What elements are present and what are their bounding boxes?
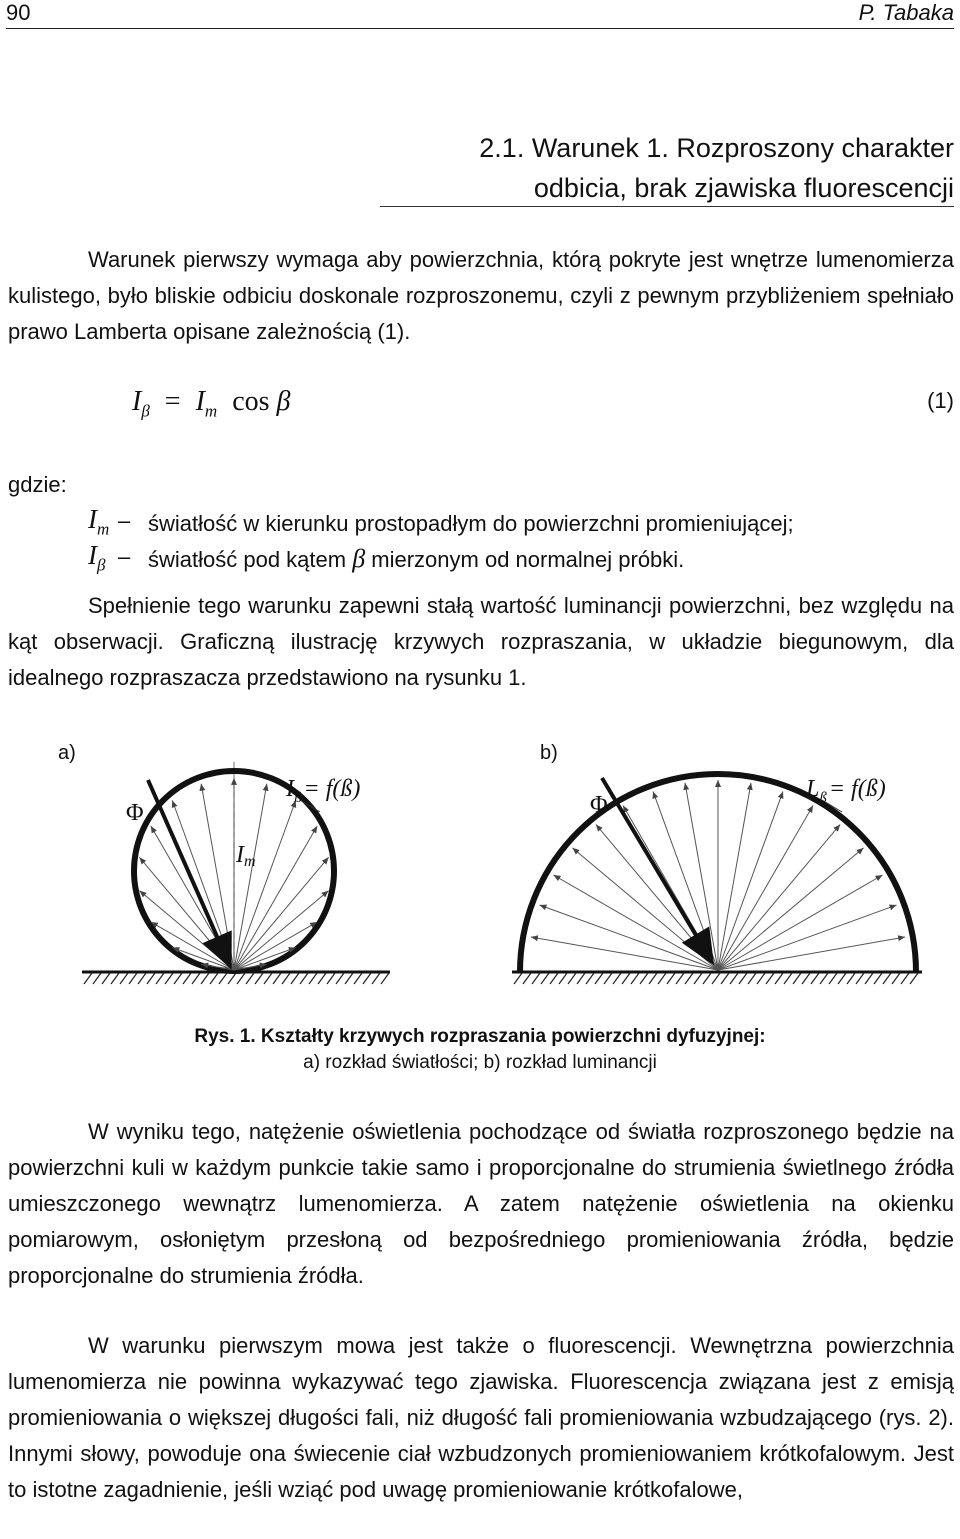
hatch-mark <box>523 973 531 984</box>
hatch-mark <box>838 973 846 984</box>
hatch-mark <box>649 973 657 984</box>
def-text: światłość pod kątem β mierzonym od normalnej próbki. <box>148 544 685 573</box>
hatch-mark <box>910 973 918 984</box>
def-text: światłość w kierunku prostopadłym do powierzchni promieniującej; <box>148 511 794 536</box>
def-dash: – <box>118 544 131 569</box>
hatch-mark <box>246 973 254 984</box>
hatch-mark <box>730 973 738 984</box>
hatch-mark <box>174 973 182 984</box>
eq-lhs-sub: β <box>141 401 150 421</box>
hatch-mark <box>219 973 227 984</box>
hatch-mark <box>658 973 666 984</box>
eq-func: cos <box>232 386 270 417</box>
panel-b-graphic <box>512 774 922 984</box>
section-title <box>300 128 954 208</box>
eq-arg: β <box>276 386 291 417</box>
hatch-mark <box>748 973 756 984</box>
hatch-mark <box>514 973 522 984</box>
hatch-mark <box>892 973 900 984</box>
hatch-mark <box>111 973 119 984</box>
eq-lhs: I <box>132 386 142 417</box>
rays-b <box>531 780 905 970</box>
hatch-mark <box>739 973 747 984</box>
hatch-mark <box>622 973 630 984</box>
hatch-mark <box>228 973 236 984</box>
hatch-mark <box>703 973 711 984</box>
hatch-mark <box>577 973 585 984</box>
hatch-mark <box>559 973 567 984</box>
eq-equals: = <box>164 386 181 417</box>
hatch-mark <box>811 973 819 984</box>
section-title-rule <box>380 206 954 207</box>
hatch-mark <box>138 973 146 984</box>
hatch-mark <box>829 973 837 984</box>
hatch-mark <box>757 973 765 984</box>
surface-hatch-b <box>514 973 918 984</box>
hatch-mark <box>282 973 290 984</box>
hatch-mark <box>667 973 675 984</box>
hatch-mark <box>793 973 801 984</box>
hatch-mark <box>129 973 137 984</box>
hatch-mark <box>372 973 380 984</box>
hatch-mark <box>712 973 720 984</box>
hatch-mark <box>165 973 173 984</box>
figure-1-diagram <box>0 730 960 1030</box>
hatch-mark <box>604 973 612 984</box>
paragraph-2: Spełnienie tego warunku zapewni stałą wartość luminancji powierzchni, bez względu na kąt obserwacji. Graficzną ilustrację krzywych rozpraszania, w układzie biegunowym, dla idealnego rozpraszacza przedstawiono na rysunku 1. <box>8 593 954 690</box>
figure-b-label: b) <box>540 742 558 764</box>
def-symbol: $I_m$ <box>88 504 110 539</box>
hatch-mark <box>156 973 164 984</box>
surface-hatch-a <box>84 973 389 984</box>
hatch-mark <box>595 973 603 984</box>
hatch-mark <box>847 973 855 984</box>
hatch-mark <box>631 973 639 984</box>
hatch-mark <box>84 973 92 984</box>
hatch-mark <box>550 973 558 984</box>
page-number: 90 <box>6 0 31 25</box>
figure-caption-subtitle: a) rozkład światłości; b) rozkład luminancji <box>303 1052 657 1073</box>
hatch-mark <box>685 973 693 984</box>
phi-label-b: Φ <box>590 792 608 818</box>
equation-lambert <box>132 386 290 422</box>
hatch-mark <box>192 973 200 984</box>
hatch-mark <box>336 973 344 984</box>
figure-caption-title: Rys. 1. Kształty krzywych rozpraszania powierzchni dyfuzyjnej: <box>194 1026 766 1047</box>
hatch-mark <box>183 973 191 984</box>
hatch-mark <box>291 973 299 984</box>
hatch-mark <box>541 973 549 984</box>
hatch-mark <box>721 973 729 984</box>
hatch-mark <box>381 973 389 984</box>
intro-paragraph: Warunek pierwszy wymaga aby powierzchnia, którą pokryte jest wnętrze lumenomierza kulistego, było bliskie odbiciu doskonale rozproszonemu, czyli z pewnym przybliżeniem spełniało prawo Lamberta opisane zależnością (1). <box>8 247 954 344</box>
hatch-mark <box>318 973 326 984</box>
hatch-mark <box>264 973 272 984</box>
eq-rhs: I <box>195 386 205 417</box>
hatch-mark <box>532 973 540 984</box>
hatch-mark <box>856 973 864 984</box>
hatch-mark <box>820 973 828 984</box>
hatch-mark <box>901 973 909 984</box>
hatch-mark <box>568 973 576 984</box>
hatch-mark <box>883 973 891 984</box>
def-symbol: $I_\beta$ <box>88 540 106 575</box>
section-title-line1: 2.1. Warunek 1. Rozproszony charakter <box>479 133 954 163</box>
equation-number: (1) <box>927 388 954 413</box>
section-title-line2: odbicia, brak zjawiska fluorescencji <box>533 173 954 203</box>
hatch-mark <box>586 973 594 984</box>
where-label: gdzie: <box>8 472 67 497</box>
paragraph-3: W wyniku tego, natężenie oświetlenia pochodzące od światła rozproszonego będzie na powierzchni kuli w każdym punkcie takie samo i proporcjonalne do strumienia świetlnego źródła umieszczonego wewnątrz lumenomierza. A zatem natężenie oświetlenia na okienku pomiarowym, osłoniętym przesłoną od bezpośredniego promieniowania źródła, będzie proporcjonalne do strumienia źródła. <box>8 1119 954 1288</box>
hatch-mark <box>766 973 774 984</box>
hatch-mark <box>865 973 873 984</box>
rays-a <box>139 778 328 970</box>
hatch-mark <box>237 973 245 984</box>
hatch-mark <box>640 973 648 984</box>
hatch-mark <box>327 973 335 984</box>
hatch-mark <box>273 973 281 984</box>
def-dash: – <box>118 508 131 533</box>
figure-a-label: a) <box>58 742 76 764</box>
hatch-mark <box>120 973 128 984</box>
hatch-mark <box>102 973 110 984</box>
hatch-mark <box>694 973 702 984</box>
header-rule <box>6 28 954 29</box>
hatch-mark <box>255 973 263 984</box>
hatch-mark <box>345 973 353 984</box>
hatch-mark <box>93 973 101 984</box>
hatch-mark <box>147 973 155 984</box>
hatch-mark <box>309 973 317 984</box>
curve-label-b: $L_ß=$ f(ß) <box>806 776 886 806</box>
curve-label-a: $I_ß=$ f(ß) <box>286 776 361 806</box>
hatch-mark <box>363 973 371 984</box>
hatch-mark <box>210 973 218 984</box>
hatch-mark <box>300 973 308 984</box>
normal-label-a: Im <box>236 842 256 870</box>
hatch-mark <box>775 973 783 984</box>
hatch-mark <box>802 973 810 984</box>
hatch-mark <box>784 973 792 984</box>
page-header <box>0 0 960 30</box>
hatch-mark <box>676 973 684 984</box>
phi-label-a: Φ <box>126 800 144 826</box>
hatch-mark <box>201 973 209 984</box>
running-author: P. Tabaka <box>858 0 954 25</box>
hatch-mark <box>874 973 882 984</box>
hatch-mark <box>613 973 621 984</box>
hatch-mark <box>354 973 362 984</box>
paragraph-4: W warunku pierwszym mowa jest także o fluorescencji. Wewnętrzna powierzchnia lumenomierza nie powinna wykazywać tego zjawiska. Fluorescencja związana jest z emisją promieniowania o większej długości fali, niż długość fali promieniowania wzbudzającego (rys. 2). Innymi słowy, powoduje ona świecenie ciał wzbudzonych promieniowaniem krótkofalowym. Jest to istotne zagadnienie, jeśli wziąć pod uwagę promieniowanie krótkofalowe, <box>8 1333 954 1502</box>
eq-rhs-sub: m <box>204 401 218 421</box>
